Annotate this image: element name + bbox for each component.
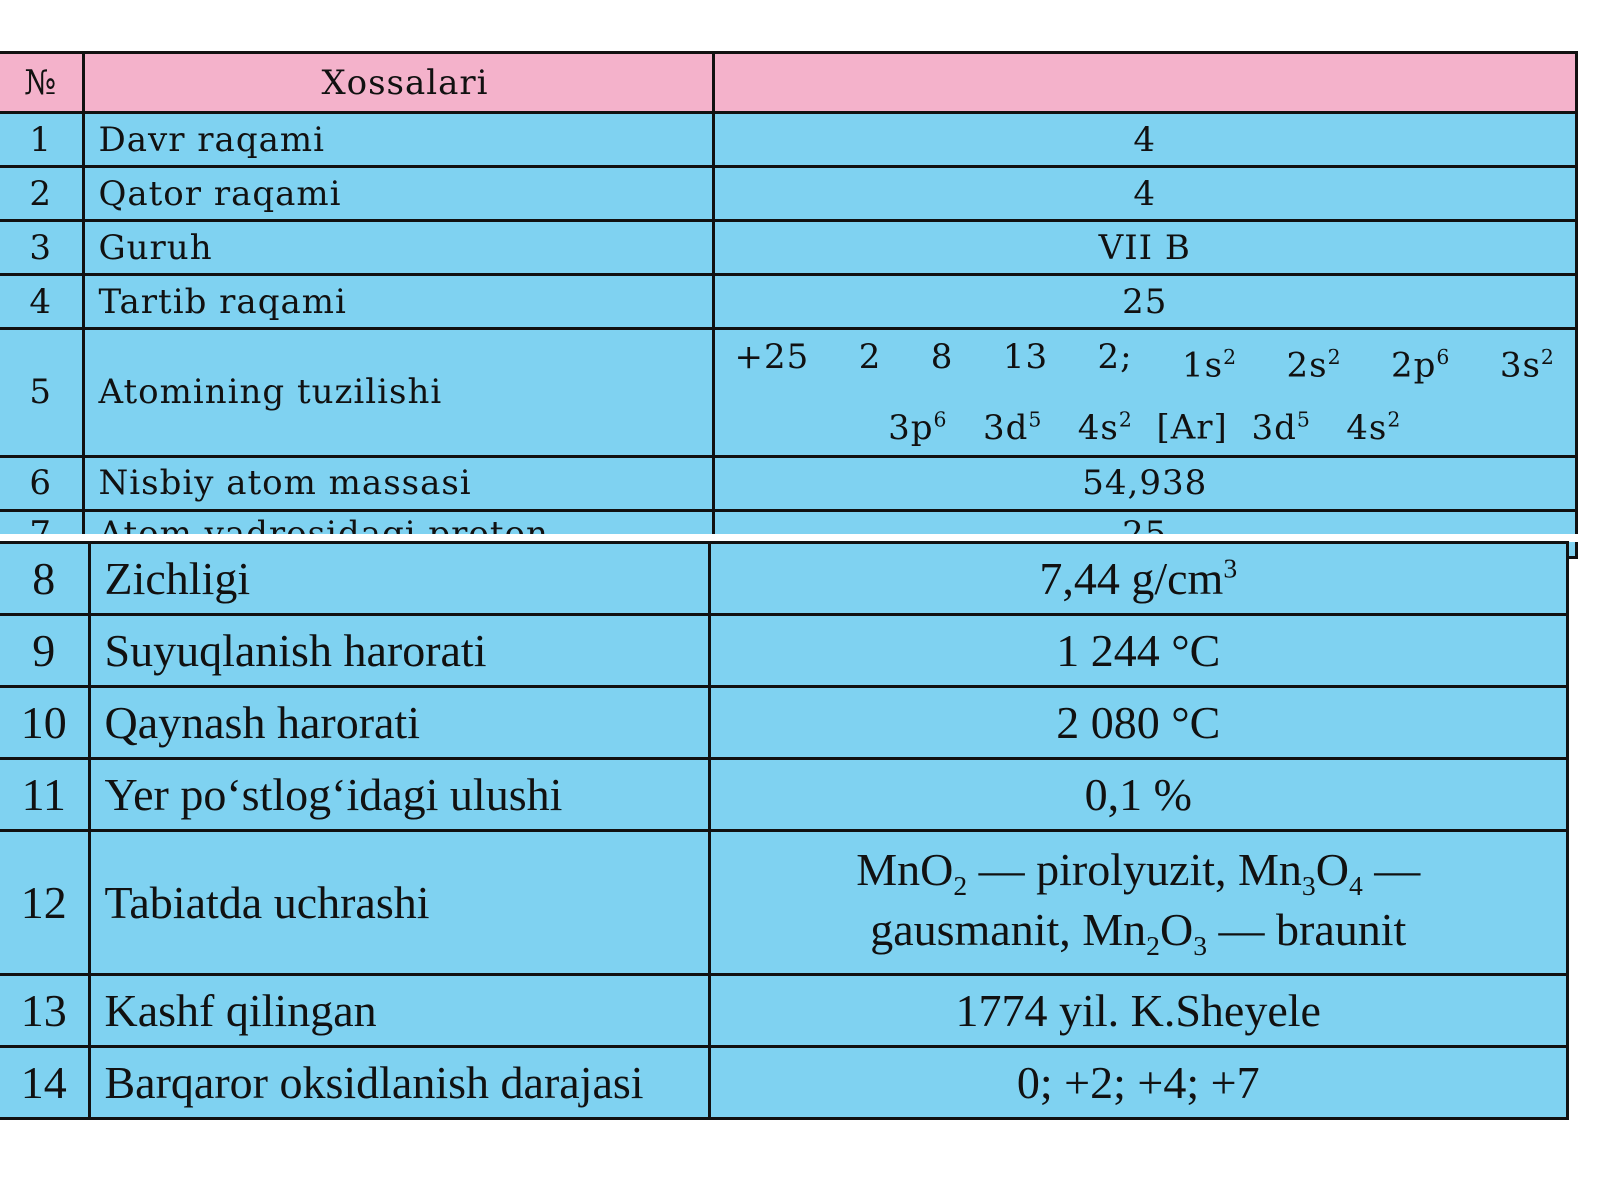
occurrence-line-2: gausmanit, $Mn_2O_3$ — braunit — [870, 903, 1407, 961]
row-value: 25 — [713, 275, 1577, 329]
row-value: 4 — [713, 113, 1577, 167]
row-num: 11 — [0, 759, 89, 831]
row-num: 13 — [0, 975, 89, 1047]
row-num: 6 — [0, 456, 83, 510]
row-value: 1774 yil. K.Sheyele — [709, 975, 1568, 1047]
row-num: 12 — [0, 831, 89, 975]
config-term: +25 — [734, 337, 810, 377]
table-row — [0, 221, 1577, 275]
table-row — [0, 975, 1568, 1047]
row-label: Qaynash harorati — [89, 687, 709, 759]
table-row — [0, 456, 1577, 510]
occurrence-line-1: MnO$_2$ — pirolyuzit, $Mn_3O_4$ — — [856, 844, 1421, 902]
row-value: 1 244 °C — [709, 615, 1568, 687]
row-value: 0,1 % — [709, 759, 1568, 831]
config-term: $2p^6$ — [1391, 345, 1451, 386]
config-term: $3p^6$ — [888, 407, 948, 448]
table-row — [0, 1047, 1568, 1119]
table-row — [0, 543, 1568, 615]
natural-occurrence-value — [709, 831, 1568, 975]
config-term: [Ar] — [1156, 407, 1228, 448]
row-label: Atomining tuzilishi — [83, 329, 713, 457]
row-num: 3 — [0, 221, 83, 275]
header-num: № — [0, 53, 83, 113]
table-row — [0, 759, 1568, 831]
config-term: $1s^2$ — [1182, 345, 1238, 386]
config-term: 8 — [930, 337, 954, 377]
config-term: $2s^2$ — [1286, 345, 1342, 386]
row-label: Tabiatda uchrashi — [89, 831, 709, 975]
config-term: $4s^2$ — [1077, 407, 1133, 448]
row-value: 2 080 °C — [709, 687, 1568, 759]
properties-table-bottom — [0, 541, 1569, 1120]
config-line-1 — [715, 330, 1576, 392]
config-term: 13 — [1002, 337, 1049, 377]
config-term: $3d^5$ — [1251, 407, 1311, 448]
config-term: $3d^5$ — [982, 407, 1043, 448]
header-value — [713, 53, 1577, 113]
row-num: 2 — [0, 167, 83, 221]
row-label: Tartib raqami — [83, 275, 713, 329]
row-num: 9 — [0, 615, 89, 687]
table-row — [0, 329, 1577, 457]
config-term: $3s^2$ — [1499, 345, 1555, 386]
row-value: 0; +2; +4; +7 — [709, 1047, 1568, 1119]
row-label: Nisbiy atom massasi — [83, 456, 713, 510]
row-num: 14 — [0, 1047, 89, 1119]
row-num: 10 — [0, 687, 89, 759]
header-properties: Xossalari — [83, 53, 713, 113]
row-label: Guruh — [83, 221, 713, 275]
table-row — [0, 167, 1577, 221]
row-label: Yer po‘stlog‘idagi ulushi — [89, 759, 709, 831]
row-num: 8 — [0, 543, 89, 615]
row-label: Qator raqami — [83, 167, 713, 221]
row-value: 4 — [713, 167, 1577, 221]
row-num: 4 — [0, 275, 83, 329]
electron-configuration — [713, 329, 1577, 457]
table-row — [0, 275, 1577, 329]
config-line-2 — [715, 392, 1576, 454]
row-label: Zichligi — [89, 543, 709, 615]
table-row — [0, 113, 1577, 167]
table-row — [0, 615, 1568, 687]
row-value: 7,44 $g/cm^3$ — [709, 543, 1568, 615]
row-label: Kashf qilingan — [89, 975, 709, 1047]
row-value: 54,938 — [713, 456, 1577, 510]
config-term: 2; — [1097, 337, 1133, 377]
properties-table-top — [0, 51, 1578, 559]
row-label: Barqaror oksidlanish darajasi — [89, 1047, 709, 1119]
row-num: 1 — [0, 113, 83, 167]
row-label: Suyuqlanish harorati — [89, 615, 709, 687]
table-row — [0, 831, 1568, 975]
row-label: Davr raqami — [83, 113, 713, 167]
row-num: 5 — [0, 329, 83, 457]
table-row — [0, 687, 1568, 759]
row-value: VII B — [713, 221, 1577, 275]
header-row — [0, 53, 1577, 113]
config-term: $4s^2$ — [1346, 407, 1402, 448]
config-term: 2 — [858, 337, 882, 377]
